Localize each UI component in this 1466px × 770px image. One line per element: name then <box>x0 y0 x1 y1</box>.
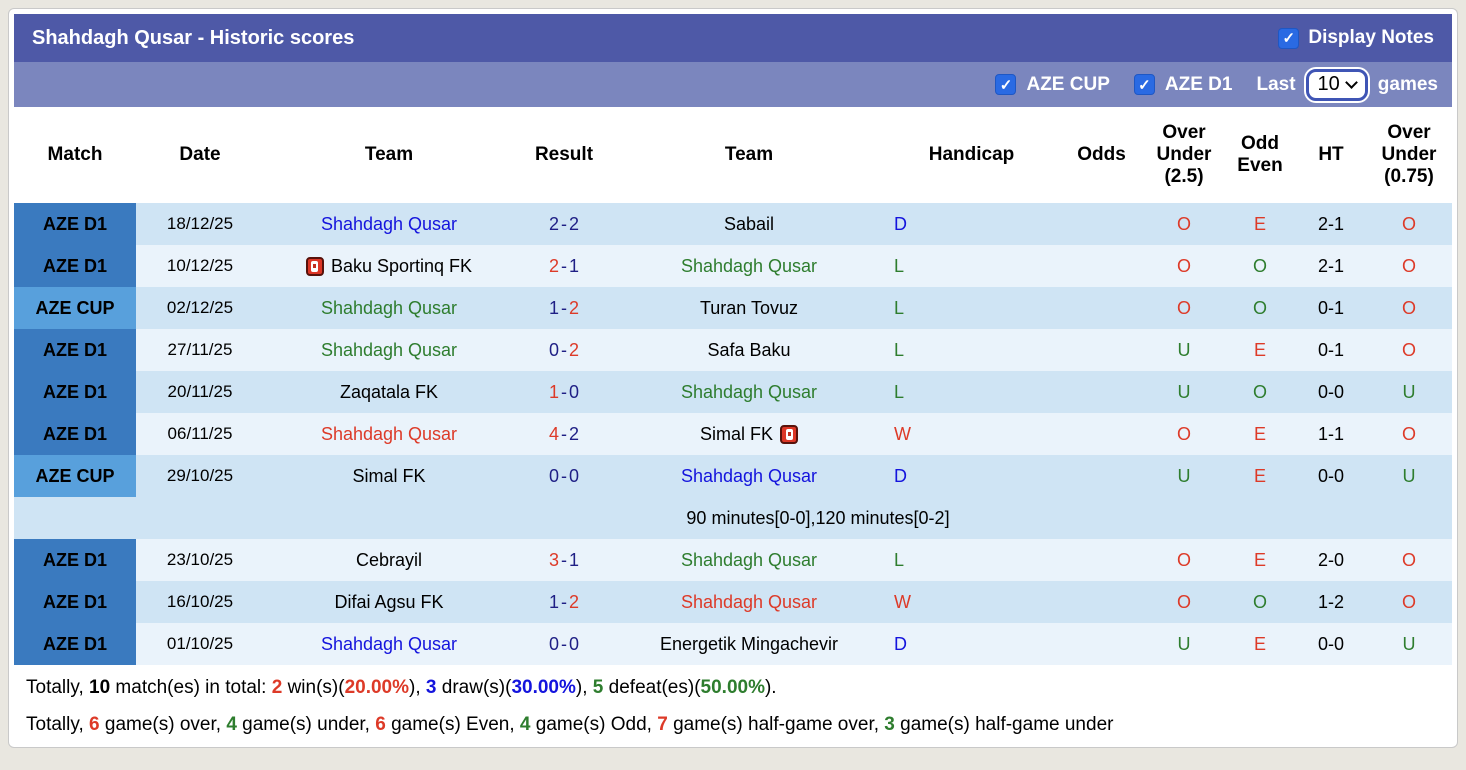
score-part: 0 <box>548 633 559 654</box>
match-date: 23/10/25 <box>166 550 234 569</box>
score-part: 2 <box>569 423 580 444</box>
home-team <box>264 329 514 371</box>
match-date: 18/12/25 <box>166 214 234 233</box>
handicap-result <box>884 203 1059 245</box>
summary-segment: ). <box>764 677 777 698</box>
aze-d1-checkbox[interactable]: ✓ <box>1134 74 1155 95</box>
odd-even-value: E <box>1253 633 1266 654</box>
red-card-icon <box>780 425 798 444</box>
col-header-over-under-25: Over Under (2.5) <box>1156 122 1212 187</box>
aze-cup-checkbox[interactable]: ✓ <box>995 74 1016 95</box>
summary-segment: 6 <box>375 714 386 735</box>
over-under-25-value: O <box>1176 297 1191 318</box>
over-under-25-value: U <box>1177 339 1191 360</box>
score-part: 1 <box>548 381 559 402</box>
team-name: Energetik Mingachevir <box>659 633 839 654</box>
odds-value <box>1059 623 1144 665</box>
score-part: 0 <box>569 465 580 486</box>
wdl-letter: L <box>894 549 905 570</box>
col-header-match: Match <box>47 144 103 166</box>
team-name: Cebrayil <box>355 549 423 570</box>
half-time-score: 1-2 <box>1317 591 1344 612</box>
league-badge: AZE D1 <box>14 581 136 623</box>
games-label: games <box>1377 73 1438 95</box>
team-name: Turan Tovuz <box>699 297 799 318</box>
table-row <box>14 413 1452 455</box>
half-time-score: 0-0 <box>1317 633 1344 654</box>
match-result <box>514 581 614 623</box>
score-part: 2 <box>569 339 580 360</box>
away-team <box>614 329 884 371</box>
handicap-result <box>884 539 1059 581</box>
score-part: - <box>561 255 567 276</box>
league-badge: AZE CUP <box>14 287 136 329</box>
red-card-icon <box>306 257 324 276</box>
match-date: 20/11/25 <box>167 382 233 401</box>
summary-segment: ), <box>409 677 426 698</box>
summary-segment: 10 <box>89 677 111 698</box>
team-name: Shahdagh Qusar <box>320 633 458 654</box>
handicap-result <box>884 371 1059 413</box>
table-row <box>14 455 1452 497</box>
summary-segment: 20.00% <box>344 677 410 698</box>
table-row <box>14 623 1452 665</box>
away-team <box>614 413 884 455</box>
league-badge: AZE D1 <box>14 329 136 371</box>
team-name: Shahdagh Qusar <box>320 339 458 360</box>
over-under-075-value: O <box>1401 423 1416 444</box>
display-notes-label: Display Notes <box>1308 27 1434 48</box>
team-name: Sabail <box>723 213 775 234</box>
score-part: - <box>561 423 567 444</box>
games-count-select[interactable] <box>1306 69 1368 101</box>
away-team <box>614 455 884 497</box>
summary-segment: 5 <box>592 677 604 698</box>
wdl-letter: L <box>894 297 905 318</box>
over-under-075-value: U <box>1402 465 1416 486</box>
score-part: 1 <box>569 549 580 570</box>
home-team <box>264 287 514 329</box>
last-label: Last <box>1256 73 1296 95</box>
score-part: 0 <box>548 465 559 486</box>
table-row <box>14 371 1452 413</box>
summary-segment: game(s) Odd, <box>530 714 658 735</box>
summary-segment: 7 <box>657 714 668 735</box>
score-part: - <box>561 591 567 612</box>
chevron-down-icon <box>1345 76 1358 89</box>
wdl-letter: W <box>894 423 911 444</box>
summary-segment: win(s)( <box>282 677 345 698</box>
table-header <box>14 107 1452 203</box>
over-under-25-value: U <box>1177 633 1191 654</box>
half-time-score: 0-1 <box>1317 297 1344 318</box>
over-under-25-value: U <box>1177 381 1191 402</box>
league-badge: AZE CUP <box>14 455 136 497</box>
team-name: Shahdagh Qusar <box>680 381 818 402</box>
over-under-075-value: O <box>1401 255 1416 276</box>
col-header-odds: Odds <box>1077 144 1126 166</box>
team-name: Shahdagh Qusar <box>680 549 818 570</box>
match-date: 02/12/25 <box>166 298 234 317</box>
over-under-075-value: O <box>1401 213 1416 234</box>
team-name: Shahdagh Qusar <box>680 465 818 486</box>
table-row <box>14 329 1452 371</box>
over-under-075-value: O <box>1401 297 1416 318</box>
handicap-result <box>884 581 1059 623</box>
wdl-letter: L <box>894 255 905 276</box>
match-note-row: 90 minutes[0-0],120 minutes[0-2] <box>14 497 1452 539</box>
score-part: - <box>561 381 567 402</box>
odd-even-value: O <box>1252 591 1267 612</box>
summary-segment: game(s) Even, <box>385 714 520 735</box>
home-team <box>264 581 514 623</box>
half-time-score: 2-0 <box>1317 549 1344 570</box>
team-name: Difai Agsu FK <box>334 591 444 612</box>
team-name: Baku Sportinq FK <box>330 255 473 276</box>
wdl-letter: D <box>894 465 907 486</box>
match-result <box>514 245 614 287</box>
score-part: 4 <box>548 423 559 444</box>
odds-value <box>1059 581 1144 623</box>
score-part: - <box>561 633 567 654</box>
team-name: Shahdagh Qusar <box>680 255 818 276</box>
score-part: 2 <box>569 297 580 318</box>
away-team <box>614 539 884 581</box>
odd-even-value: O <box>1252 297 1267 318</box>
team-name: Shahdagh Qusar <box>320 423 458 444</box>
score-part: 0 <box>548 339 559 360</box>
score-part: 0 <box>569 633 580 654</box>
table-row <box>14 581 1452 623</box>
odd-even-value: E <box>1253 549 1266 570</box>
odds-value <box>1059 371 1144 413</box>
team-name: Simal FK <box>699 423 773 444</box>
odd-even-value: O <box>1252 381 1267 402</box>
match-result <box>514 623 614 665</box>
summary-segment: 3 <box>884 714 895 735</box>
score-part: 2 <box>569 213 580 234</box>
match-date: 06/11/25 <box>167 424 233 443</box>
half-time-score: 2-1 <box>1317 213 1344 234</box>
match-result <box>514 539 614 581</box>
half-time-score: 2-1 <box>1317 255 1344 276</box>
home-team <box>264 623 514 665</box>
home-team <box>264 455 514 497</box>
half-time-score: 0-0 <box>1317 465 1344 486</box>
wdl-letter: D <box>894 213 907 234</box>
display-notes-toggle <box>1278 27 1434 49</box>
away-team <box>614 623 884 665</box>
handicap-result <box>884 245 1059 287</box>
over-under-25-value: O <box>1176 423 1191 444</box>
col-header-team2: Team <box>724 144 774 166</box>
match-result <box>514 413 614 455</box>
match-date: 10/12/25 <box>166 256 234 275</box>
summary-segment: 3 <box>425 677 437 698</box>
content-card <box>8 8 1458 748</box>
away-team <box>614 245 884 287</box>
summary-line-1 <box>14 665 1452 702</box>
team-name: Simal FK <box>352 465 426 486</box>
col-header-team1: Team <box>364 144 414 166</box>
home-team <box>264 203 514 245</box>
col-header-result: Result <box>534 144 594 166</box>
home-team <box>264 413 514 455</box>
odd-even-value: E <box>1253 423 1266 444</box>
filter-bar <box>14 62 1452 107</box>
table-body <box>14 203 1452 665</box>
score-part: - <box>561 213 567 234</box>
over-under-075-value: U <box>1402 633 1416 654</box>
over-under-075-value: U <box>1402 381 1416 402</box>
over-under-25-value: O <box>1176 255 1191 276</box>
summary-segment: match(es) in total: <box>110 677 272 698</box>
league-badge: AZE D1 <box>14 245 136 287</box>
league-badge: AZE D1 <box>14 203 136 245</box>
over-under-25-value: O <box>1176 591 1191 612</box>
summary-segment: 50.00% <box>700 677 765 698</box>
wdl-letter: W <box>894 591 911 612</box>
league-badge: AZE D1 <box>14 413 136 455</box>
over-under-25-value: U <box>1177 465 1191 486</box>
team-name: Shahdagh Qusar <box>320 213 458 234</box>
away-team <box>614 581 884 623</box>
summary-segment: defeat(es)( <box>603 677 701 698</box>
score-part: 0 <box>569 381 580 402</box>
team-name: Zaqatala FK <box>339 381 439 402</box>
home-team <box>264 371 514 413</box>
wdl-letter: D <box>894 633 907 654</box>
over-under-075-value: O <box>1401 591 1416 612</box>
match-result <box>514 203 614 245</box>
odds-value <box>1059 539 1144 581</box>
match-date: 29/10/25 <box>166 466 234 485</box>
team-name: Shahdagh Qusar <box>320 297 458 318</box>
summary-segment: 4 <box>226 714 237 735</box>
odds-value <box>1059 329 1144 371</box>
col-header-odd-even: Odd Even <box>1237 133 1283 176</box>
handicap-result <box>884 623 1059 665</box>
score-part: 2 <box>569 591 580 612</box>
over-under-075-value: O <box>1401 339 1416 360</box>
odd-even-value: O <box>1252 255 1267 276</box>
wdl-letter: L <box>894 381 905 402</box>
score-part: 2 <box>548 213 559 234</box>
summary-segment: game(s) over, <box>99 714 227 735</box>
score-part: - <box>561 297 567 318</box>
home-team <box>264 245 514 287</box>
aze-cup-label: AZE CUP <box>1026 73 1110 95</box>
col-header-date: Date <box>179 144 221 166</box>
summary-segment: Totally, <box>26 714 90 735</box>
handicap-result <box>884 413 1059 455</box>
table-row <box>14 203 1452 245</box>
odd-even-value: E <box>1253 465 1266 486</box>
match-date: 16/10/25 <box>166 592 234 611</box>
title-bar <box>14 14 1452 62</box>
away-team <box>614 287 884 329</box>
score-part: 2 <box>548 255 559 276</box>
away-team <box>614 203 884 245</box>
summary-segment: ), <box>575 677 593 698</box>
league-badge: AZE D1 <box>14 623 136 665</box>
over-under-25-value: O <box>1176 213 1191 234</box>
team-name: Shahdagh Qusar <box>680 591 818 612</box>
away-team <box>614 371 884 413</box>
match-result <box>514 455 614 497</box>
match-result <box>514 329 614 371</box>
col-header-handicap: Handicap <box>928 144 1015 166</box>
odds-value <box>1059 455 1144 497</box>
table-row <box>14 539 1452 581</box>
summary-segment: game(s) half-game under <box>894 714 1114 735</box>
summary-segment: 2 <box>271 677 283 698</box>
handicap-result <box>884 287 1059 329</box>
summary-segment: 6 <box>89 714 100 735</box>
wdl-letter: L <box>894 339 905 360</box>
half-time-score: 1-1 <box>1317 423 1344 444</box>
aze-d1-label: AZE D1 <box>1164 73 1233 95</box>
odd-even-value: E <box>1253 339 1266 360</box>
games-count-value: 10 <box>1317 73 1340 95</box>
home-team <box>264 539 514 581</box>
table-row <box>14 287 1452 329</box>
page-title: Shahdagh Qusar - Historic scores <box>32 26 355 49</box>
odds-value <box>1059 413 1144 455</box>
team-name: Safa Baku <box>707 339 791 360</box>
col-header-ht: HT <box>1318 144 1344 166</box>
match-result <box>514 287 614 329</box>
summary-segment: 30.00% <box>511 677 576 698</box>
score-part: 1 <box>548 297 559 318</box>
score-part: - <box>561 549 567 570</box>
score-part: 1 <box>569 255 580 276</box>
score-part: 1 <box>548 591 559 612</box>
score-part: - <box>561 465 567 486</box>
table-row <box>14 245 1452 287</box>
match-result <box>514 371 614 413</box>
summary-segment: Totally, <box>26 677 90 698</box>
match-date: 01/10/25 <box>166 634 234 653</box>
league-badge: AZE D1 <box>14 539 136 581</box>
summary-segment: game(s) half-game over, <box>667 714 885 735</box>
over-under-075-value: O <box>1401 549 1416 570</box>
summary-segment: game(s) under, <box>236 714 376 735</box>
half-time-score: 0-0 <box>1317 381 1344 402</box>
odds-value <box>1059 287 1144 329</box>
half-time-score: 0-1 <box>1317 339 1344 360</box>
odds-value <box>1059 203 1144 245</box>
match-date: 27/11/25 <box>167 340 233 359</box>
handicap-result <box>884 455 1059 497</box>
summary-line-2 <box>14 702 1452 739</box>
score-part: 3 <box>548 549 559 570</box>
summary-segment: draw(s)( <box>436 677 512 698</box>
score-part: - <box>561 339 567 360</box>
league-badge: AZE D1 <box>14 371 136 413</box>
over-under-25-value: O <box>1176 549 1191 570</box>
summary-segment: 4 <box>519 714 531 735</box>
col-header-over-under-075: Over Under (0.75) <box>1381 122 1437 187</box>
handicap-result <box>884 329 1059 371</box>
odds-value <box>1059 245 1144 287</box>
odd-even-value: E <box>1253 213 1266 234</box>
display-notes-checkbox[interactable]: ✓ <box>1278 28 1299 49</box>
